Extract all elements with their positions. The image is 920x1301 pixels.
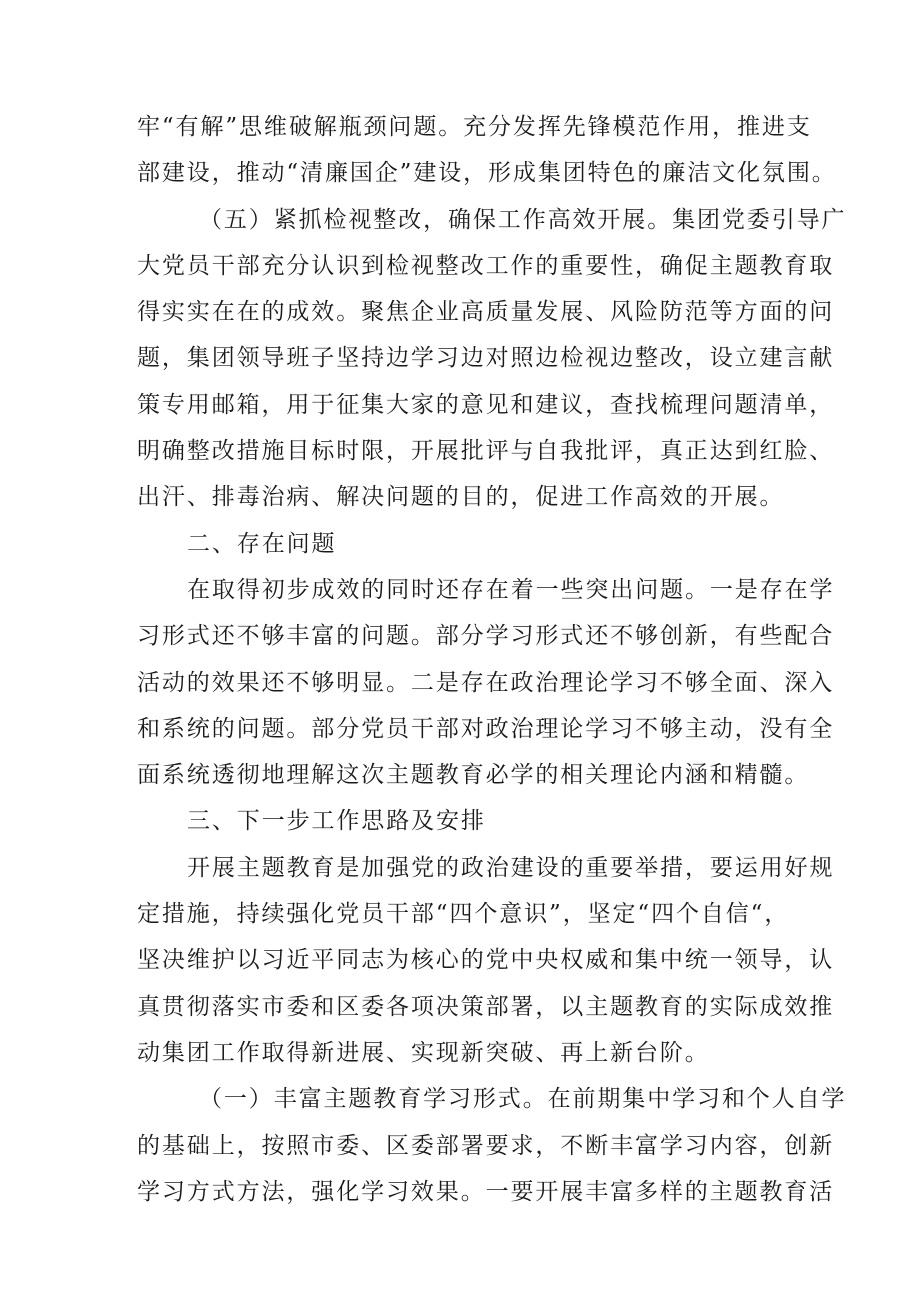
text-line: 习形式还不够丰富的问题。部分学习形式还不够创新，有些配合: [137, 623, 835, 650]
document-body: [137, 104, 847, 1215]
text-line: 面系统透彻地理解这次主题教育必学的相关理论内涵和精髓。: [137, 762, 810, 789]
text-line: 大党员干部充分认识到检视整改工作的重要性，确促主题教育取: [137, 252, 835, 279]
text-line: 和系统的问题。部分党员干部对政治理论学习不够主动，没有全: [137, 715, 835, 742]
text-line: 部建设，推动“清廉国企”建设，形成集团特色的廉洁文化氛围。: [137, 160, 837, 187]
text-line: 活动的效果还不够明显。二是存在政治理论学习不够全面、深入: [137, 669, 835, 696]
text-line: 的基础上，按照市委、区委部署要求，不断丰富学习内容，创新: [137, 1132, 835, 1159]
text-line: 动集团工作取得新进展、实现新突破、再上新台阶。: [137, 1039, 710, 1066]
section-heading-line: （五）紧抓检视整改，确保工作高效开展。集团党委引导广: [199, 206, 847, 233]
text-line: 牢“有解”思维破解瓶颈问题。充分发挥先锋模范作用，推进支: [137, 114, 812, 140]
text-line: 开展主题教育是加强党的政治建设的重要举措，要运用好规: [187, 854, 835, 881]
text-line: 题，集团领导班子坚持边学习边对照边检视边整改，设立建言献: [137, 345, 835, 372]
text-line: 真贯彻落实市委和区委各项决策部署，以主题教育的实际成效推: [137, 993, 835, 1020]
text-line: 学习方式方法，强化学习效果。一要开展丰富多样的主题教育活: [137, 1178, 835, 1205]
text-line: 定措施，持续强化党员干部“四个意识”，坚定“四个自信“，: [137, 901, 790, 928]
text-line: 明确整改措施目标时限，开展批评与自我批评，真正达到红脸、: [137, 438, 835, 465]
text-line: 坚决维护以习近平同志为核心的党中央权威和集中统一领导，认: [137, 947, 835, 974]
text-line: 出汗、排毒治病、解决问题的目的，促进工作高效的开展。: [137, 484, 785, 511]
section-heading-line: （一）丰富主题教育学习形式。在前期集中学习和个人自学: [199, 1086, 847, 1113]
text-line: 策专用邮箱，用于征集大家的意见和建议，查找梳理问题清单，: [137, 391, 835, 418]
text-line: 得实实在在的成效。聚焦企业高质量发展、风险防范等方面的问: [137, 299, 835, 326]
section-title: 三、下一步工作思路及安排: [187, 808, 486, 835]
section-title: 二、存在问题: [187, 530, 337, 557]
text-line: 在取得初步成效的同时还存在着一些突出问题。一是存在学: [187, 576, 835, 603]
